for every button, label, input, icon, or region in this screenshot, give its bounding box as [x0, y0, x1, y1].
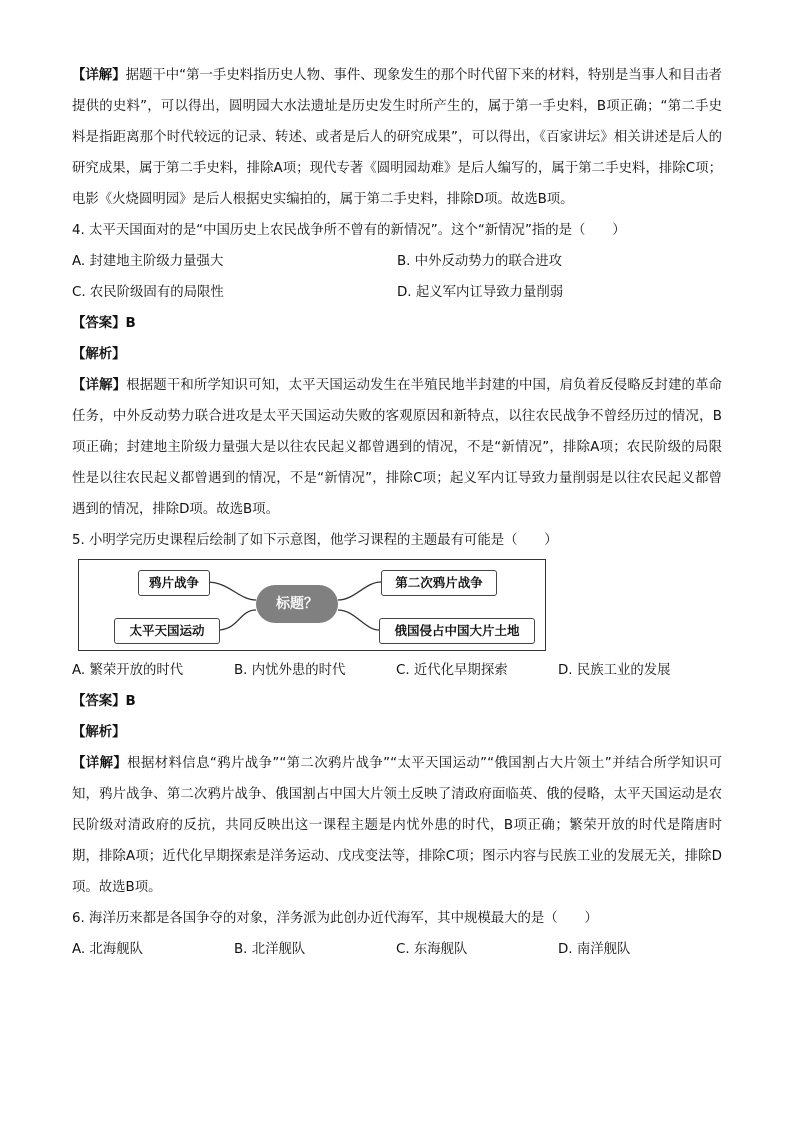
detail-text: 据题干中“第一手史料指历史人物、事件、现象发生的那个时代留下来的材料，特别是当事人和目击者提供的史料”，可以得出，圆明园大水法遗址是历史发生时所产生的，属于第一手史料，B项正确；“第二手史料是指距离那个时代较远的记录、转述、或者是后人的研究成果”，可以得出，《百家讲坛》相关讲述是后人的研究成果，属于第二手史料，排除A项；现代专著《圆明园劫难》是后人编写的，属于第二手史料，排除C项；电影《火烧圆明园》是后人根据史实编拍的，属于第二手史料，排除D项。故选B项。 — [72, 68, 723, 207]
q6-options — [72, 934, 722, 965]
node-second-opium-war: 第二次鸦片战争 — [381, 570, 497, 596]
q5-option-a: A. 繁荣开放的时代 — [72, 663, 184, 678]
q4-detail — [72, 370, 722, 525]
q5-option-b: B. 内忧外患的时代 — [234, 663, 346, 678]
node-russia-annexation: 俄国侵占中国大片土地 — [379, 618, 535, 644]
node-title: 标题？ — [256, 585, 338, 623]
q5-option-d: D. 民族工业的发展 — [558, 663, 671, 678]
q6-stem: 6. 海洋历来都是各国争夺的对象，洋务派为此创办近代海军，其中规模最大的是（ ） — [72, 911, 598, 926]
q4-option-d: D. 起义军内讧导致力量削弱 — [397, 285, 564, 300]
document-page — [72, 60, 722, 965]
q6-option-c: C. 东海舰队 — [396, 942, 468, 957]
q5-detail — [72, 748, 722, 903]
q4-option-b: B. 中外反动势力的联合进攻 — [397, 254, 562, 269]
node-taiping: 太平天国运动 — [114, 618, 220, 644]
q4-option-c: C. 农民阶级固有的局限性 — [72, 285, 224, 300]
q6-option-d: D. 南洋舰队 — [558, 942, 631, 957]
q4-analysis: 【解析】 — [72, 347, 126, 362]
q5-stem: 5. 小明学完历史课程后绘制了如下示意图，他学习课程的主题最有可能是（ ） — [72, 533, 558, 548]
detail-tag: 【详解】 — [72, 756, 128, 771]
mind-map-diagram — [78, 559, 546, 651]
q4-answer: 【答案】B — [72, 316, 136, 331]
detail-text: 根据材料信息“鸦片战争”“第二次鸦片战争”“太平天国运动”“俄国割占大片领土”并结合所学知识可知，鸦片战争、第二次鸦片战争、俄国割占中国大片领土反映了清政府面临英、俄的侵略，太平天国运动是农民阶级对清政府的反抗，共同反映出这一课程主题是内忧外患的时代，B项正确；繁荣开放的时代是隋唐时期，排除A项；近代化早期探索是洋务运动、戊戌变法等，排除C项；图示内容与民族工业的发展无关，排除D项。故选B项。 — [72, 756, 722, 895]
q6-option-a: A. 北海舰队 — [72, 942, 143, 957]
q6-option-b: B. 北洋舰队 — [234, 942, 306, 957]
q4-stem: 4. 太平天国面对的是“中国历史上农民战争所不曾有的新情况”。这个“新情况”指的是（ ） — [72, 223, 626, 238]
q4-options-row2 — [72, 277, 722, 308]
detail-tag: 【详解】 — [72, 378, 127, 393]
q5-answer: 【答案】B — [72, 694, 136, 709]
q4-option-a: A. 封建地主阶级力量强大 — [72, 254, 224, 269]
q5-analysis: 【解析】 — [72, 725, 126, 740]
detail-tag: 【详解】 — [72, 68, 126, 83]
q3-detail — [72, 60, 722, 215]
node-opium-war: 鸦片战争 — [138, 570, 210, 596]
q5-options — [72, 655, 722, 686]
q5-option-c: C. 近代化早期探索 — [396, 663, 508, 678]
detail-text: 根据题干和所学知识可知，太平天国运动发生在半殖民地半封建的中国，肩负着反侵略反封建的革命任务，中外反动势力联合进攻是太平天国运动失败的客观原因和新特点，以往农民战争不曾经历过的情况，B项正确；封建地主阶级力量强大是以往农民起义都曾遇到的情况，不是“新情况”，排除A项；农民阶级的局限性是以往农民起义都曾遇到的情况，不是“新情况”，排除C项；起义军内讧导致力量削弱是以往农民起义都曾遇到的情况，排除D项。故选B项。 — [72, 378, 723, 517]
q4-options-row1 — [72, 246, 722, 277]
